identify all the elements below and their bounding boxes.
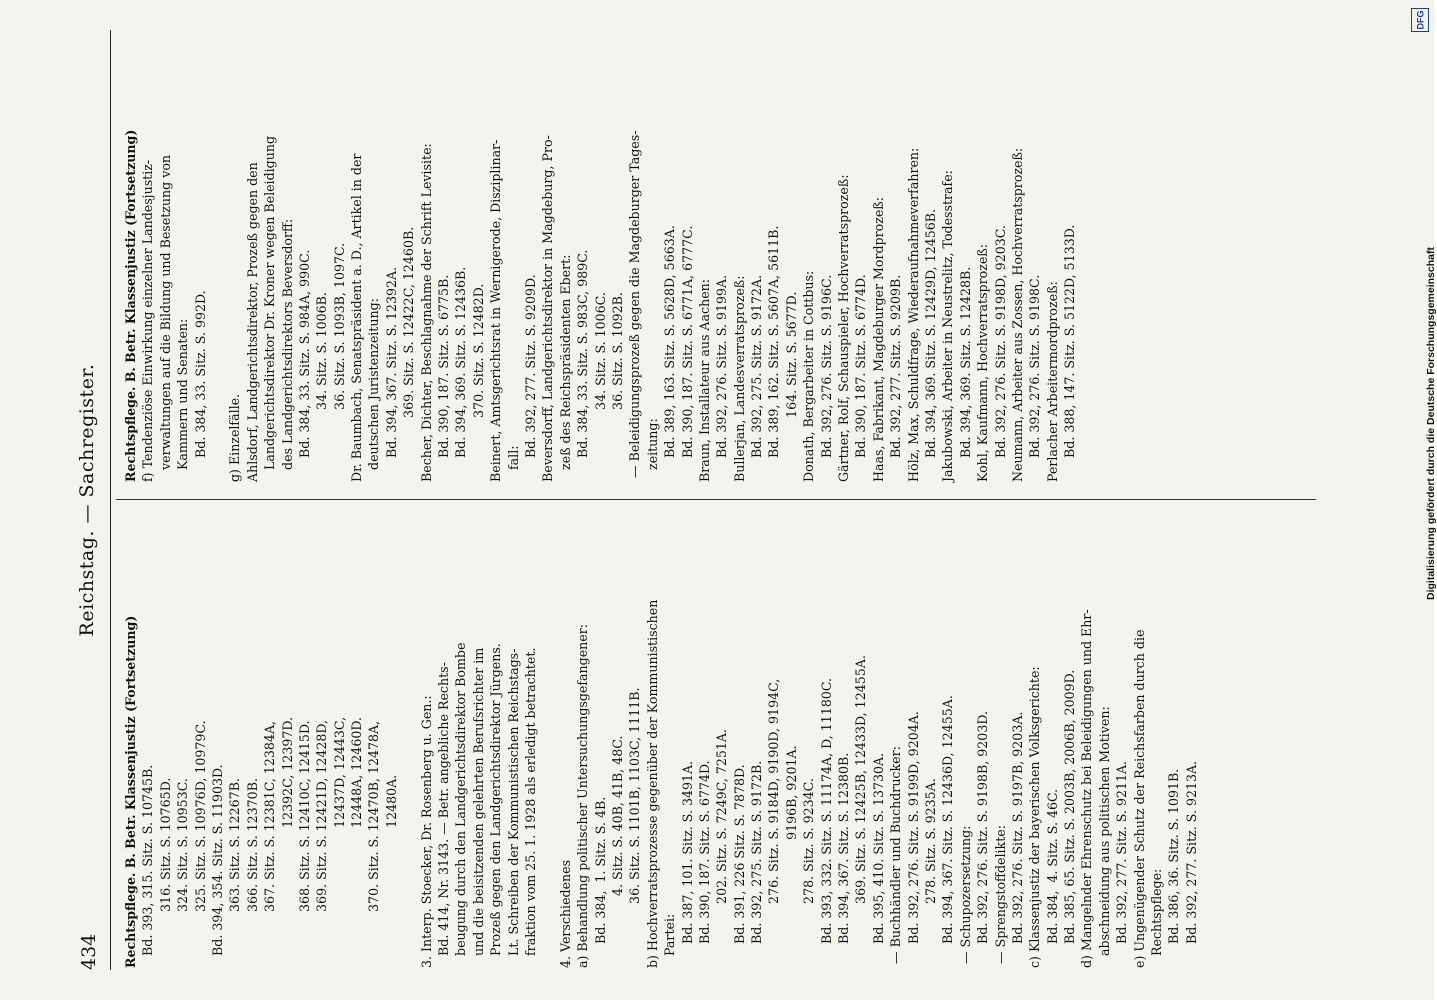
register-line: fall:	[505, 445, 521, 482]
register-line: Kammern und Senaten:	[175, 318, 191, 482]
register-line: — Schupozersetzung:	[957, 825, 973, 968]
register-line: beugung durch den Landgerichtsdirektor Bombe	[453, 642, 469, 968]
register-line: 324. Sitz. S. 10953C.	[175, 778, 191, 968]
register-line: Prozeß gegen den Landgerichtsdirektor Jürgens.	[488, 643, 504, 968]
register-line	[209, 37, 226, 482]
register-line: — Buchhändler und Buchdrucker:	[888, 746, 904, 968]
register-line: Bd. 392, 277. Sitz. S. 9209B.	[888, 274, 904, 482]
register-line: 36. Sitz. S. 1101B, 1103C, 1111B.	[627, 687, 643, 968]
register-line: Bd. 392, 276. Sitz. S. 9198C.	[1027, 274, 1043, 482]
register-line: 36. Sitz. S. 1093B, 1097C.	[331, 242, 347, 482]
register-line: Bd. 394, 369. Sitz. S. 12428B.	[957, 266, 973, 482]
register-line: 36. Sitz. S. 1092B.	[609, 292, 625, 482]
register-line: 370. Sitz. S. 12482D.	[470, 283, 486, 482]
register-line: 12448A, 12460D.	[349, 717, 365, 968]
register-line: 164. Sitz. S. 5677D.	[783, 291, 799, 482]
register-line: Bd. 392, 277. Sitz. S. 9209D.	[522, 274, 538, 482]
register-line: Lt. Schreiben der Kommunistischen Reichstags-	[505, 648, 521, 968]
register-line: Bd. 390, 187. Sitz. S. 6774D.	[853, 274, 869, 482]
register-line: Bd. 392, 276. Sitz. S. 9198B, 9203D.	[975, 711, 991, 968]
register-line: Kohl, Kaufmann, Hochverratsprozeß:	[975, 244, 991, 482]
register-line: — Beleidigungsprozeß gegen die Magdeburger Tages-	[627, 130, 643, 482]
register-line: Jakubowski, Arbeiter in Neustrelitz, Todesstrafe:	[940, 170, 956, 482]
right-column	[122, 37, 1078, 482]
register-line: Bd. 387, 101. Sitz. S. 3491A.	[679, 760, 695, 968]
register-line: Neumann, Arbeiter aus Zossen, Hochverratsprozeß:	[1009, 147, 1025, 482]
register-line: Beversdorff, Landgerichtsdirektor in Magdeburg, Pro-	[540, 135, 556, 482]
register-line: 9196B, 9201A.	[783, 745, 799, 968]
register-line: c) Klassenjustiz der bayerischen Volksgerichte:	[1027, 666, 1043, 968]
left-column	[122, 523, 1200, 968]
register-line: Bd. 389, 162. Sitz. S. 5607A, 5611B.	[766, 225, 782, 482]
register-line: 278. Sitz. S. 9235A.	[922, 778, 938, 968]
column-divider	[116, 499, 1316, 500]
column-heading: Rechtspflege. B. Betr. Klassenjustiz (Fortsetzung)	[123, 129, 138, 482]
register-line: 369. Sitz. S. 12422C, 12460B.	[401, 226, 417, 482]
register-line: Haas, Fabrikant, Magdeburger Mordprozeß:	[870, 197, 886, 482]
register-line: Bd. 394, 369. Sitz. S. 12429D, 12456B.	[922, 208, 938, 482]
register-line: 369. Sitz. S. 12421D, 12428D,	[314, 719, 330, 968]
register-line: und die beisitzenden gelehrten Berufsrichter im	[470, 647, 486, 968]
register-line: Bd. 394, 367. Sitz. S. 12380B.	[836, 752, 852, 968]
register-line: Becher, Dichter, Beschlagnahme der Schrift Levisite:	[418, 143, 434, 482]
register-line: 369. Sitz. S. 12425B, 12433D, 12455A.	[853, 655, 869, 968]
running-head	[70, 30, 110, 970]
column-heading: Rechtspflege. B. Betr. Klassenjustiz (Fortsetzung)	[123, 615, 138, 968]
register-line: 3. Interp. Stoecker, Dr. Rosenberg u. Gen.:	[418, 695, 434, 968]
register-line: d) Mangelnder Ehrenschutz bei Beleidigungen und Ehr-	[1079, 609, 1095, 968]
register-line: Bd. 384, 33. Sitz. S. 992D.	[192, 290, 208, 482]
register-line: a) Behandlung politischer Untersuchungsgefangener:	[575, 623, 591, 968]
register-line: Dr. Baumbach, Senatspräsident a. D., Artikel in der	[349, 153, 365, 482]
register-line: Bd. 392, 276. Sitz. S. 9199A.	[714, 274, 730, 482]
register-line: b) Hochverratsprozesse gegenüber der Kommunistischen	[644, 599, 660, 968]
register-line: 366. Sitz. S. 12370B.	[244, 778, 260, 968]
register-line: Rechtspflege:	[1149, 868, 1165, 968]
register-line: e) Ungenügender Schutz der Reichsfarben durch die	[1131, 629, 1147, 968]
page-number: 434	[78, 933, 100, 970]
register-line: 34. Sitz. S. 1006C.	[592, 292, 608, 482]
register-line: Bd. 394, 354. Sitz. S. 11903D.	[209, 764, 225, 968]
register-line: Bd. 392, 276. Sitz. S. 9197B, 9203A.	[1009, 711, 1025, 968]
register-line: 34. Sitz. S. 1006B.	[314, 292, 330, 482]
register-line: 367. Sitz. S. 12381C, 12384A,	[262, 720, 278, 968]
register-line: 276. Sitz. S. 9184D, 9190D, 9194C,	[766, 678, 782, 968]
register-line: Perlacher Arbeitermordprozeß:	[1044, 281, 1060, 482]
register-line: 316. Sitz. S. 10765D.	[157, 777, 173, 968]
register-line: Bd. 395, 410. Sitz. S. 13730A.	[870, 752, 886, 968]
register-line: Braun, Installateur aus Aachen:	[696, 278, 712, 482]
digitization-note: Digitalisierung gefördert durch die Deutsche Forschungsgemeinschaft	[1425, 247, 1437, 600]
register-line: 202. Sitz. S. 7249C, 7251A.	[714, 728, 730, 968]
register-line: Bd. 394, 367. Sitz. S. 12436D, 12455A.	[940, 695, 956, 968]
register-line: 12480A.	[383, 774, 399, 968]
register-line: deutschen Juristenzeitung:	[366, 298, 382, 482]
register-line: Bd. 393, 315. Sitz. S. 10745B.	[140, 764, 156, 968]
register-line: Bd. 384, 33. Sitz. S. 983C, 989C.	[575, 249, 591, 482]
register-line: f) Tendenziöse Einwirkung einzelner Landesjustiz-	[140, 159, 156, 482]
register-line: Bd. 384, 1. Sitz. S. 4B.	[592, 796, 608, 968]
register-line: Bd. 386, 36. Sitz. S. 1091B.	[1166, 768, 1182, 968]
register-line: Bd. 392, 276. Sitz. S. 9199D, 9204A.	[905, 711, 921, 968]
register-line: verwaltungen auf die Bildung und Besetzung von	[157, 154, 173, 482]
register-line: zeitung:	[644, 418, 660, 482]
running-title: Reichstag. — Sachregister.	[76, 363, 98, 637]
register-line: Bd. 391, 226 Sitz. S. 7878D.	[731, 764, 747, 968]
register-line: Bd. 390, 187. Sitz. S. 6775B.	[436, 274, 452, 482]
register-line: Partei:	[662, 913, 678, 968]
register-line: 325. Sitz. S. 10976D, 10979C.	[192, 720, 208, 968]
register-line: Bd. 392, 276. Sitz. S. 9196C.	[818, 274, 834, 482]
register-line: Bd. 394, 367. Sitz. S. 12392A.	[383, 266, 399, 482]
register-line: Bd. 393, 332. Sitz. S. 11174A, D, 11180C.	[818, 677, 834, 968]
register-line: 12437D, 12443C,	[331, 716, 347, 968]
register-line: 12392C, 12397D.	[279, 716, 295, 968]
register-line: des Landgerichtsdirektors Beversdorff:	[279, 218, 295, 482]
register-line: Ahlsdorf, Landgerichtsdirektor, Prozeß gegen den	[244, 162, 260, 482]
register-line: Bd. 388, 147. Sitz. S. 5122D, 5133D.	[1062, 224, 1078, 482]
register-line: 370. Sitz. S. 12470B, 12478A,	[366, 720, 382, 968]
register-line: Landgerichtsdirektor Dr. Kroner wegen Beleidigung	[262, 135, 278, 482]
register-line: Bd. 392, 275. Sitz. S. 9172B.	[749, 760, 765, 968]
register-line: Bullerjan, Landesverratsprozeß:	[731, 275, 747, 482]
register-line: zeß des Reichspräsidenten Ebert:	[557, 254, 573, 482]
register-line: Bd. 389, 163. Sitz. S. 5628D, 5663A.	[662, 225, 678, 482]
rotated-register-page	[70, 30, 1330, 970]
register-line: Bd. 392, 277. Sitz. S. 9211A.	[1114, 760, 1130, 968]
register-line: Hölz, Max, Schuldfrage, Wiederaufnahmeverfahren:	[905, 147, 921, 482]
register-line: Beinert, Amtsgerichtsrat in Wernigerode, Disziplinar-	[488, 139, 504, 482]
register-line: Gärtner, Rolf, Schauspieler, Hochverratsprozeß:	[836, 174, 852, 482]
register-line: Bd. 392, 276. Sitz. S. 9198D, 9203C.	[992, 225, 1008, 482]
register-line: 4. Sitz. S. 40B, 41B, 48C.	[609, 735, 625, 968]
register-line: Donath, Bergarbeiter in Cottbus:	[801, 270, 817, 482]
register-line: Bd. 384, 33. Sitz. S. 984A, 990C.	[296, 249, 312, 482]
register-line: Bd. 414, Nr. 3143. — Betr. angebliche Rechts-	[436, 662, 452, 968]
register-line: Bd. 390, 187. Sitz. S. 6771A, 6777C.	[679, 225, 695, 482]
register-line: — Sprengstoffdelikte:	[992, 825, 1008, 968]
register-line	[400, 523, 417, 968]
register-line: Bd. 384, 4. Sitz. S. 46C.	[1044, 788, 1060, 968]
register-line: 4. Verschiedenes	[557, 859, 573, 968]
register-line: 368. Sitz. S. 12410C, 12415D.	[296, 720, 312, 968]
header-rule	[110, 30, 111, 970]
register-line: g) Einzelfälle.	[227, 393, 243, 482]
register-line: Bd. 392, 275. Sitz. S. 9172A.	[749, 274, 765, 482]
register-line: Bd. 394, 369. Sitz. S. 12436B.	[453, 266, 469, 482]
register-line: abschneidung aus politischen Motiven:	[1096, 706, 1112, 968]
dfg-logo-text: DFG	[1415, 10, 1425, 30]
register-line: 278. Sitz. S. 9234C.	[801, 778, 817, 968]
register-line: fraktion vom 25. 1. 1928 als erledigt betrachtet.	[522, 647, 538, 968]
register-line: Bd. 390, 187. Sitz. S. 6774D.	[696, 760, 712, 968]
register-line: Bd. 385, 65. Sitz. S. 2003B, 2006B, 2009D.	[1062, 669, 1078, 968]
register-line: 363. Sitz. S. 12267B.	[227, 778, 243, 968]
register-line: Bd. 392, 277. Sitz. S. 9213A.	[1183, 760, 1199, 968]
register-line	[539, 523, 556, 968]
dfg-logo-icon	[1411, 8, 1429, 32]
